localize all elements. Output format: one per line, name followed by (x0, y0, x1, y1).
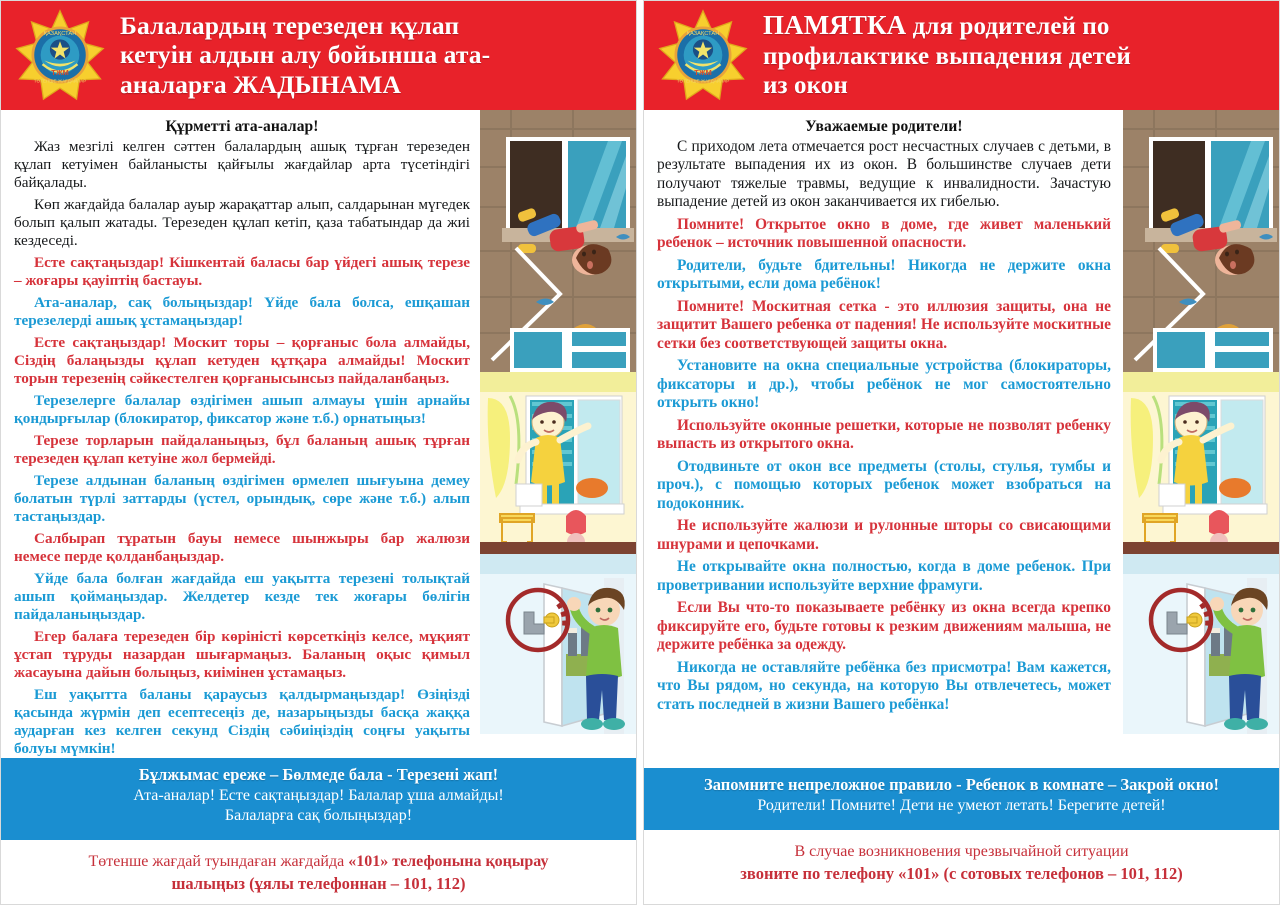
kazakh-paragraph: Терезе алдынан баланың өздігімен өрмелеп шығуына демеу болатын түрлі заттарды (үстел, орындық, сөре және т.б.) алып тастаңыздар. (14, 472, 470, 526)
kazakh-paragraph: Үйде бала болған жағдайда еш уақытта терезені толықтай ашып қоймаңыздар. Желдетер кезде тек жоғары бөлігін пайдаланыңыздар. (14, 570, 470, 624)
kazakh-paragraph: Терезелерге балалар өздігімен ашып алмауы үшін арнайы қондырғылар (блокиратор, фиксатор және т.б.) орнатыңыз! (14, 392, 470, 428)
svg-text:ҚАЗАҚСТАН: ҚАЗАҚСТАН (686, 30, 720, 37)
kazakh-rule-line-1: Бұлжымас ереже – Бөлмеде бала - Терезені жап! (138, 765, 499, 784)
svg-text:ТӨТЕНШЕ ЖАҒДАЙЛАР: ТӨТЕНШЕ ЖАҒДАЙЛАР (33, 78, 87, 84)
girl-climbing-on-windowsill-illustration (480, 392, 637, 574)
kazakh-phone-line-1-b: «101» телефонына қоңырау (348, 853, 549, 870)
svg-text:ТЖМ: ТЖМ (694, 68, 712, 78)
russian-paragraph: Используйте оконные решетки, которые не позволят ребенку выпасть из открытого окна. (657, 416, 1111, 453)
russian-paragraph: С приходом лета отмечается рост несчастных случаев с детьми, в результате выпадения их из окон. В большинстве случаев дети получают тяжелые травмы, ведущие к инвалидности. Зачастую выпадение детей из окон заканчивается их гибелью. (657, 138, 1111, 211)
russian-paragraph: Родители, будьте бдительны! Никогда не держите окна открытыми, если дома ребёнок! (657, 256, 1111, 293)
kazakh-paragraph: Есте сақтаңыздар! Москит торы – қорғаныс бола алмайды, Сіздің балаңызды құлап кетуден құтқара алмайды! Москит торын терезенің сәйкестелген қорғанысынсыз пайдаланбаңыз. (14, 334, 470, 388)
boy-falling-from-window-illustration (480, 110, 637, 392)
window-lock-key-illustration (480, 574, 637, 758)
kazakh-paragraph: Жаз мезгілі келген сәттен балалардың ашық тұрған терезеден құлап кетуімен байланысты қайғылы жағдайлар арта түсетіндігі байқалады. (14, 138, 470, 192)
kazakh-paragraph: Көп жағдайда балалар ауыр жарақаттар алып, салдарынан мүгедек болып қалып жатады. Терезеден құлап кетіп, қаза табатындар да жиі кездеседі. (14, 196, 470, 250)
russian-text-column (643, 110, 1123, 758)
russian-paragraph: Никогда не оставляйте ребёнка без присмотра! Вам кажется, что Вы рядом, но секунда, на которую Вы отвлечетесь, может стать последней в жизни Вашего ребёнка! (657, 658, 1111, 713)
emblem-icon (14, 9, 106, 101)
russian-paragraph: Отодвиньте от окон все предметы (столы, стулья, тумбы и проч.), с помощью которых ребенок может взобраться на подоконник. (657, 457, 1111, 512)
russian-body (643, 110, 1280, 758)
svg-text:ТЖМ: ТЖМ (51, 68, 69, 78)
kazakh-rule-line-3: Балаларға сақ болыңыздар! (224, 806, 413, 824)
russian-rule-line-1: Запомните непреложное правило - Ребенок в комнате – Закрой окно! (704, 775, 1219, 794)
kazakh-paragraph: Салбырап тұратын бауы немесе шынжыры бар жалюзи немесе перде қолданбаңыздар. (14, 530, 470, 566)
girl-climbing-on-windowsill-illustration (1123, 392, 1280, 574)
kazakh-phone-line-2: шалыңыз (ұялы телефоннан – 101, 112) (171, 873, 466, 893)
kazakh-subtitle: Құрметті ата-аналар! (165, 118, 319, 135)
emblem-icon (657, 9, 749, 101)
russian-paragraph: Помните! Москитная сетка - это иллюзия защиты, она не защитит Вашего ребенка от падения! Не используйте москитные сетки без соответствующей защиты окна. (657, 297, 1111, 352)
kazakh-text-column (0, 110, 480, 758)
russian-phone-line-2: звоните по телефону «101» (с сотовых телефонов – 101, 112) (740, 863, 1183, 883)
russian-phone-line-1: В случае возникновения чрезвычайной ситуации (794, 843, 1129, 860)
boy-falling-from-window-illustration (1123, 110, 1280, 392)
kazakh-paragraph: Еш уақытта баланы қараусыз қалдырмаңыздар! Өзіңізді қасында жүрмін деп есептесеңіз де, назарыңызды басқа жаққа аударған кез келген секунд Сіздің сәбиіңіздің соңғы уақыты болуы мүмкін! (14, 686, 470, 758)
russian-header-title-lead: ПАМЯТКА (763, 10, 907, 41)
kazakh-phone-line-1-a: Төтенше жағдай туындаған жағдайда (88, 853, 349, 870)
russian-paragraph: Помните! Открытое окно в доме, где живет маленький ребенок – источник повышенной опасности. (657, 215, 1111, 252)
russian-rule-band (643, 768, 1280, 830)
kazakh-header-title: Балалардың терезеден құлап кетуін алдын алу бойынша ата-аналарға ЖАДЫНАМА (120, 10, 491, 99)
kazakh-body (0, 110, 637, 758)
russian-paragraph: Не используйте жалюзи и рулонные шторы со свисающими шнурами и цепочками. (657, 517, 1111, 553)
russian-subtitle: Уважаемые родители! (805, 118, 963, 135)
svg-text:ТӨТЕНШЕ ЖАҒДАЙЛАР: ТӨТЕНШЕ ЖАҒДАЙЛАР (676, 78, 730, 84)
russian-emergency-phone (643, 830, 1280, 894)
russian-paragraph: Если Вы что-то показываете ребёнку из окна всегда крепко фиксируйте его, будьте готовы к резким движениям малыша, не держите ребёнка за одежду. (657, 599, 1111, 654)
kazakh-image-column (480, 110, 637, 758)
russian-paragraph: Установите на окна специальные устройства (блокираторы, фиксаторы и др.), чтобы ребёнок не мог самостоятельно открыть окно! (657, 357, 1111, 412)
kazakh-paragraph: Ата-аналар, сақ болыңыздар! Үйде бала болса, ешқашан терезелерді ашық ұстамаңыздар! (14, 294, 470, 330)
russian-paragraph: Не открывайте окна полностью, когда в доме ребенок. При проветривании используйте верхние фрамуги. (657, 558, 1111, 594)
kazakh-panel (0, 0, 637, 905)
window-lock-key-illustration (1123, 574, 1280, 758)
russian-panel (643, 0, 1280, 905)
russian-header-title-rest: для родителей по профилактике выпадения детей из окон (763, 13, 1131, 99)
kazakh-rule-line-2: Ата-аналар! Есте сақтаңыздар! Балалар ұша алмайды! (133, 786, 504, 804)
kazakh-paragraph: Есте сақтаңыздар! Кішкентай баласы бар үйдегі ашық терезе – жоғары қауіптің бастауы. (14, 254, 470, 290)
kazakh-paragraph: Егер балаға терезеден бір көріністі көрсеткіңіз келсе, мұқият ұстап тұруды назардан шығармаңыз. Баланың оқыс қимыл жасауына дайын болыңыз, киімінен ұстамаңыз. (14, 628, 470, 682)
svg-text:ҚАЗАҚСТАН: ҚАЗАҚСТАН (43, 30, 77, 37)
russian-header (643, 0, 1280, 110)
russian-header-title (763, 10, 1158, 99)
kazakh-emergency-phone (0, 840, 637, 905)
russian-rule-line-2: Родители! Помните! Дети не умеют летать! Берегите детей! (757, 796, 1166, 814)
kazakh-header (0, 0, 637, 110)
russian-image-column (1123, 110, 1280, 758)
kazakh-rule-band (0, 758, 637, 840)
kazakh-paragraph: Терезе торларын пайдаланыңыз, бұл баланың ашық тұрған терезеден құлап кетуіне жол бермейді. (14, 432, 470, 468)
